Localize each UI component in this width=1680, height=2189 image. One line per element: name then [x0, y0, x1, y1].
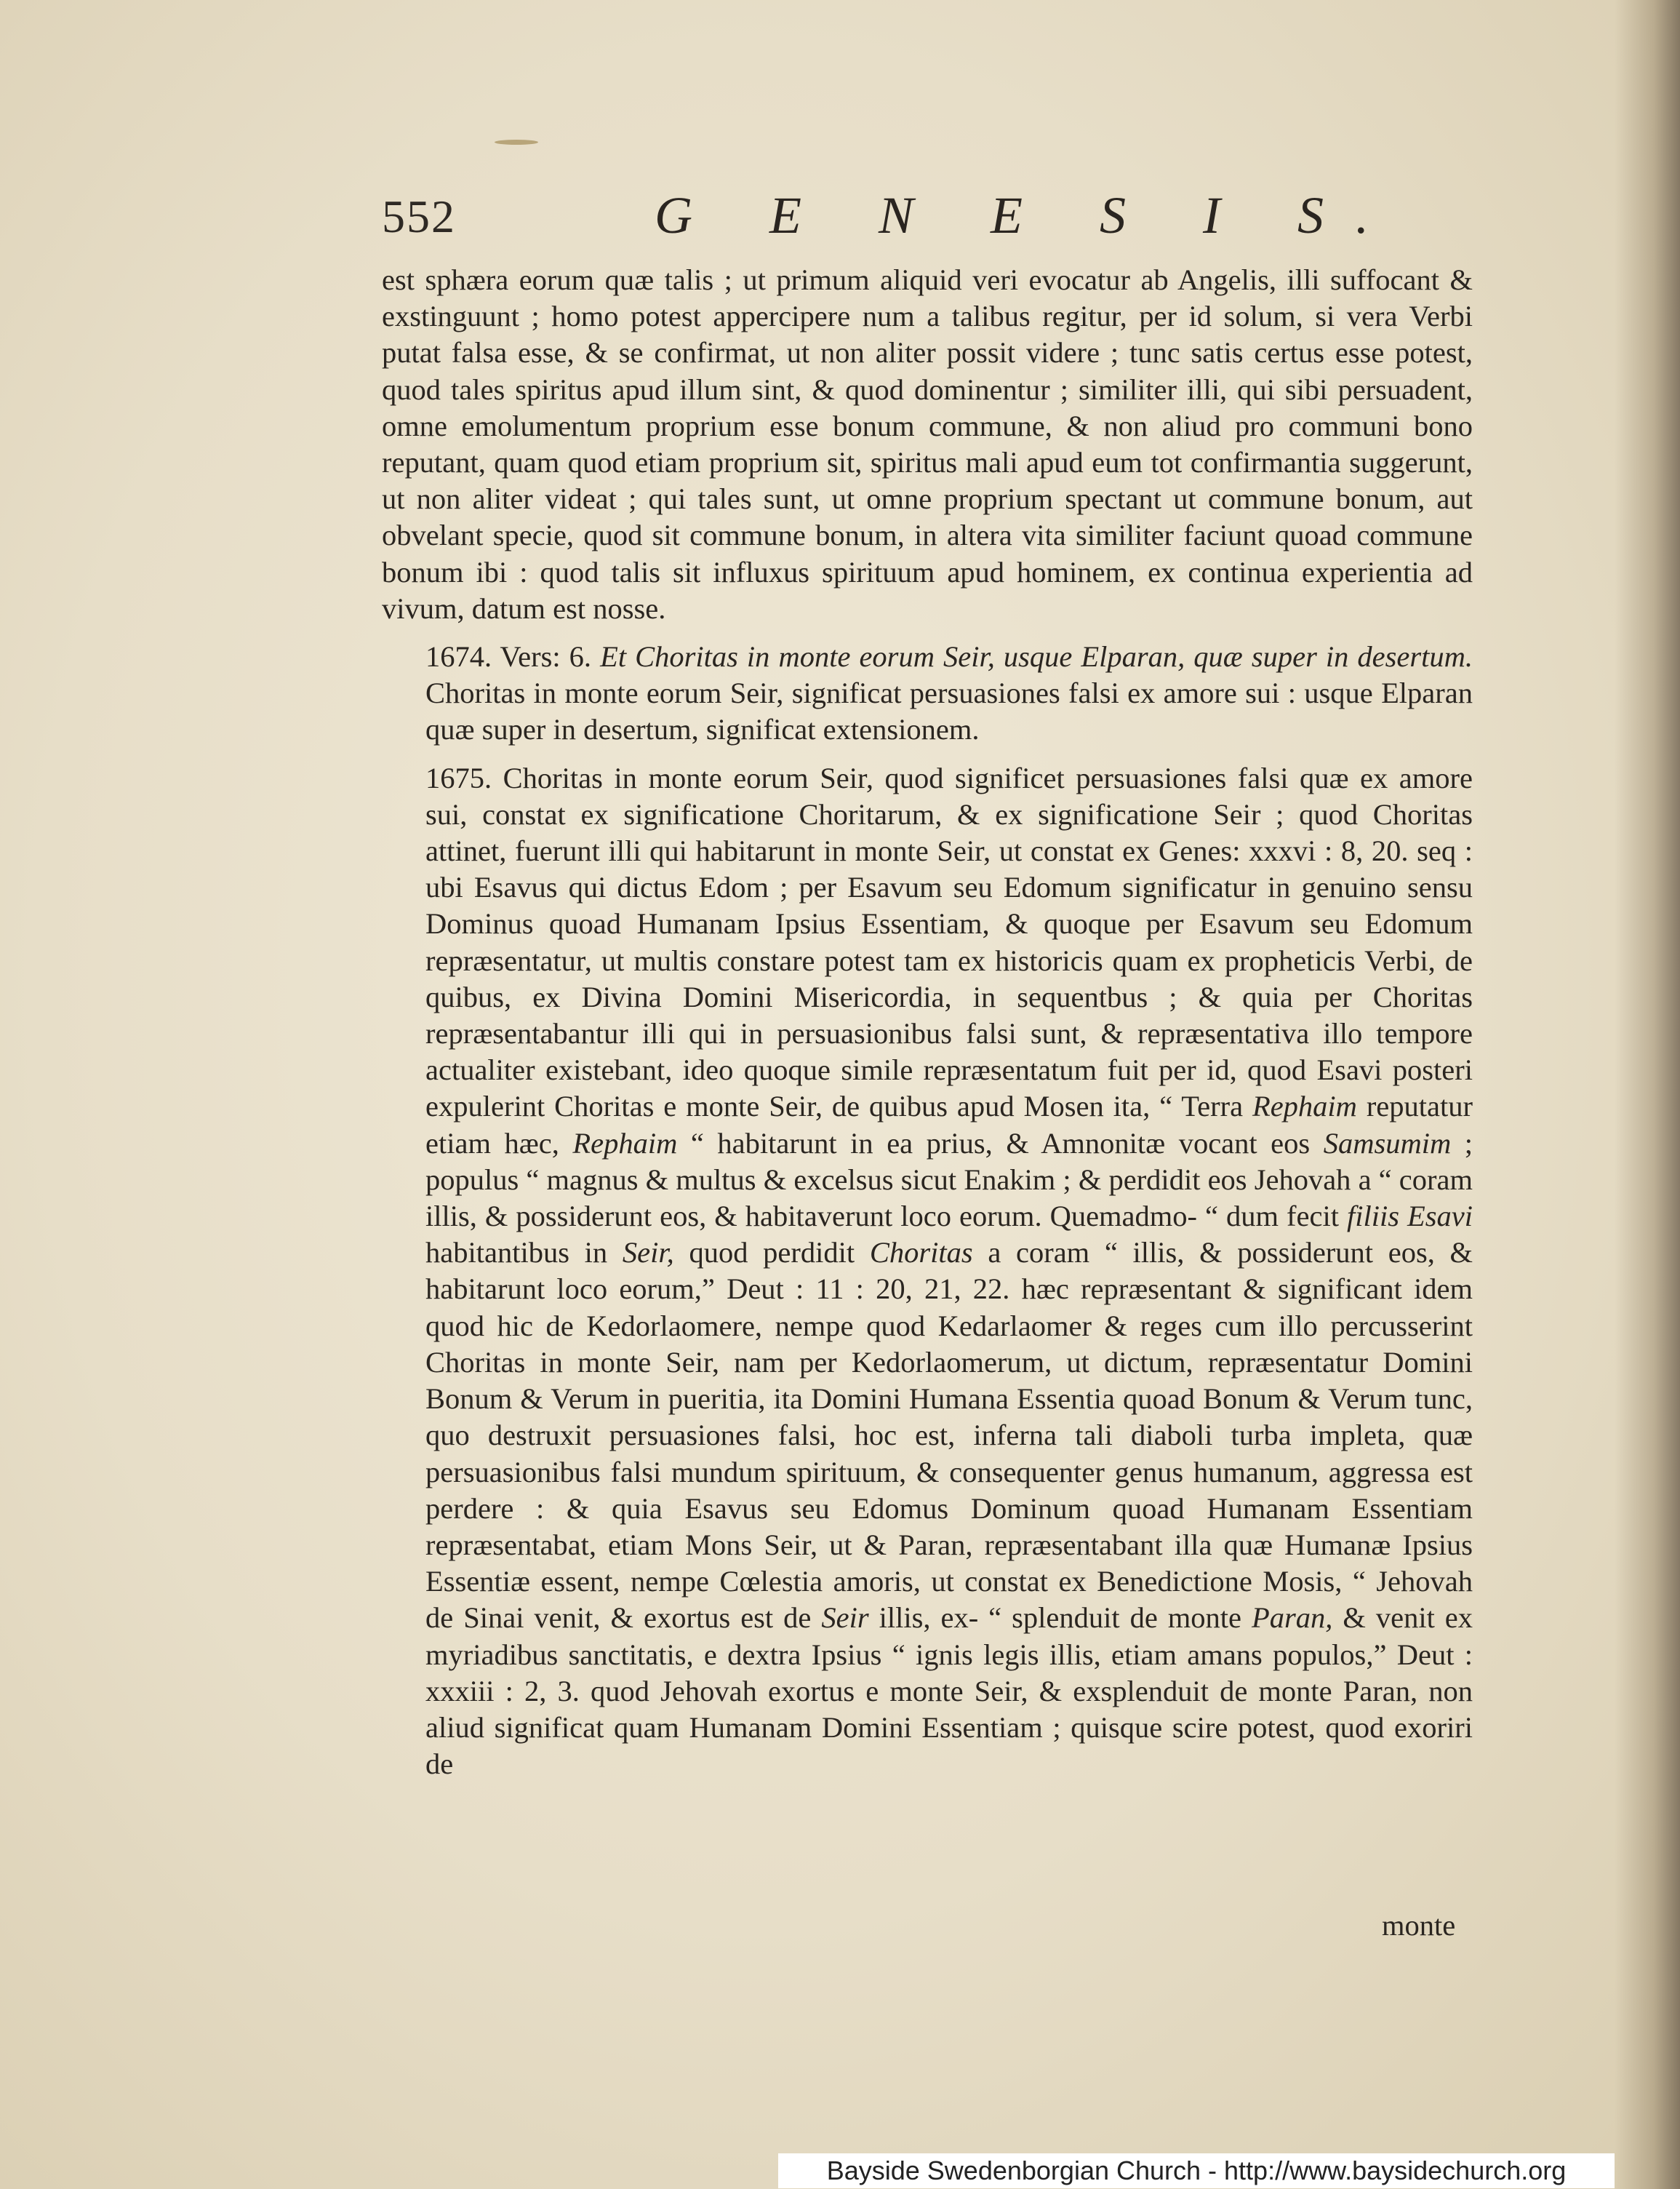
italic-term: Samsumim — [1323, 1126, 1452, 1160]
italic-term: Seir — [821, 1601, 869, 1635]
paragraph-number: 1675. — [425, 761, 492, 794]
paragraph-text: reputatur etiam hæc, — [425, 1090, 1473, 1160]
italic-term: Paran, — [1252, 1601, 1333, 1635]
paragraph-text: & venit ex myriadibus sanctitatis, e dextra Ipsius “ ignis legis illis, etiam amans populos,” Deut : xxxiii : 2, 3. quod Jehovah exortus e monte Seir, & exsplenduit de monte Paran, non aliud significat quam Humanam Domini Essentiam ; quisque scire potest, quod exoriri de — [425, 1601, 1473, 1781]
paragraph-text: habitantibus in — [425, 1236, 608, 1269]
paragraph-1674 — [382, 639, 1473, 749]
scripture-quote: Et Choritas in monte eorum Seir, usque Elparan, quæ super in desertum. — [600, 640, 1473, 674]
body-text — [382, 262, 1473, 1782]
page-number: 552 — [382, 191, 456, 242]
running-title: G E N E S I S. — [655, 186, 1401, 244]
paragraph-number: 1674. Vers: 6. — [425, 640, 592, 674]
paragraph-text: ; populus “ magnus & multus & excelsus sicut Enakim ; & perdidit eos Jehovah a “ coram illis, & possiderunt eos, & habitaverunt loco eorum. Quemadmo- “ dum fecit — [425, 1126, 1473, 1233]
italic-term: filiis Esavi — [1347, 1200, 1473, 1233]
paragraph-text: quod perdidit — [689, 1236, 855, 1269]
italic-term: Choritas — [869, 1236, 973, 1269]
paper-fleck — [495, 140, 538, 145]
paragraph-text: illis, ex- “ splenduit de monte — [879, 1601, 1242, 1635]
paragraph-text: “ habitarunt in ea prius, & Amnonitæ vocant eos — [690, 1126, 1311, 1160]
running-header — [382, 186, 1473, 251]
italic-term: Rephaim — [572, 1126, 678, 1160]
watermark-banner: Bayside Swedenborgian Church - http://www.baysidechurch.org — [778, 2153, 1615, 2188]
italic-term: Seir, — [622, 1236, 674, 1269]
paragraph-text: a coram “ illis, & possiderunt eos, & habitarunt loco eorum,” Deut : 11 : 20, 21, 22. hæc repræsentant & significant idem quod hic de Kedorlaomere, nempe quod Kedarlaomer & reges cum illo percusserint Choritas in monte Seir, nam per Kedorlaomerum, ut dictum, repræsentatur Domini Bonum & Verum in pueritia, ita Domini Humana Essentia quoad Bonum & Verum tunc, quo destruxit persuasiones falsi, hoc est, inferna tali diaboli turba impleta, quæ persuasionibus falsi mundum spirituum, & consequenter genus humanum, aggressa est perdere : & quia Esavus seu Edomus Dominum quoad Humanam Essentiam repræsentabat, etiam Mons Seir, ut & Paran, repræsentabant illa quæ Humanæ Ipsius Essentiæ essent, nempe Cœlestia amoris, ut constat ex Benedictione Mosis, “ Jehovah de Sinai venit, & exortus est de — [425, 1236, 1473, 1635]
paragraph-1675 — [382, 760, 1473, 1783]
paragraph-text: Choritas in monte eorum Seir, quod significet persuasiones falsi quæ ex amore sui, constat ex significatione Choritarum, & ex significatione Seir ; quod Choritas attinet, fuerunt illi qui habitarunt in monte Seir, ut constat ex Genes: xxxvi : 8, 20. seq : ubi Esavus qui dictus Edom ; per Esavum seu Edomum significatur in genuino sensu Dominus quoad Humanam Ipsius Essentiam, & quoque per Esavum seu Edomum repræsentatur, ut multis constare potest tam ex historicis quam ex propheticis Verbi, de quibus, ex Divina Domini Misericordia, in sequentbus ; & quia per Choritas repræsentabantur illi qui in persuasionibus falsi sunt, & repræsentativa illo tempore actualiter existebant, ideo quoque simile repræsentatum fuit per id, quod Esavi posteri expulerint Choritas e monte Seir, de quibus apud Mosen ita, “ Terra — [425, 761, 1473, 1123]
paragraph-text: Choritas in monte eorum Seir, significat persuasiones falsi ex amore sui : usque Elparan quæ super in desertum, significat extensionem. — [425, 677, 1473, 746]
page-gutter-shadow — [1615, 0, 1680, 2189]
paragraph-continuation: est sphæra eorum quæ talis ; ut primum aliquid veri evocatur ab Angelis, illi suffocant & exstinguunt ; homo potest appercipere num a talibus regitur, per id solum, si vera Verbi putat falsa esse, & se confirmat, ut non aliter possit videre ; tunc satis certus esse potest, quod tales spiritus apud illum sint, & quod dominentur ; similiter illi, qui sibi persuadent, omne emolumentum proprium esse bonum commune, & non aliud pro communi bono reputant, quam quod etiam proprium sit, spiritus mali apud eum tot confirmantia suggerunt, ut non aliter videat ; qui tales sunt, ut omne proprium spectant ut commune bonum, aut obvelant specie, quod sit commune bonum, in altera vita similiter faciunt quoad commune bonum ibi : quod talis sit influxus spirituum apud hominem, ex continua experientia ad vivum, datum est nosse. — [382, 263, 1473, 625]
italic-term: Rephaim — [1252, 1090, 1357, 1123]
catchword: monte — [1382, 1909, 1456, 1942]
